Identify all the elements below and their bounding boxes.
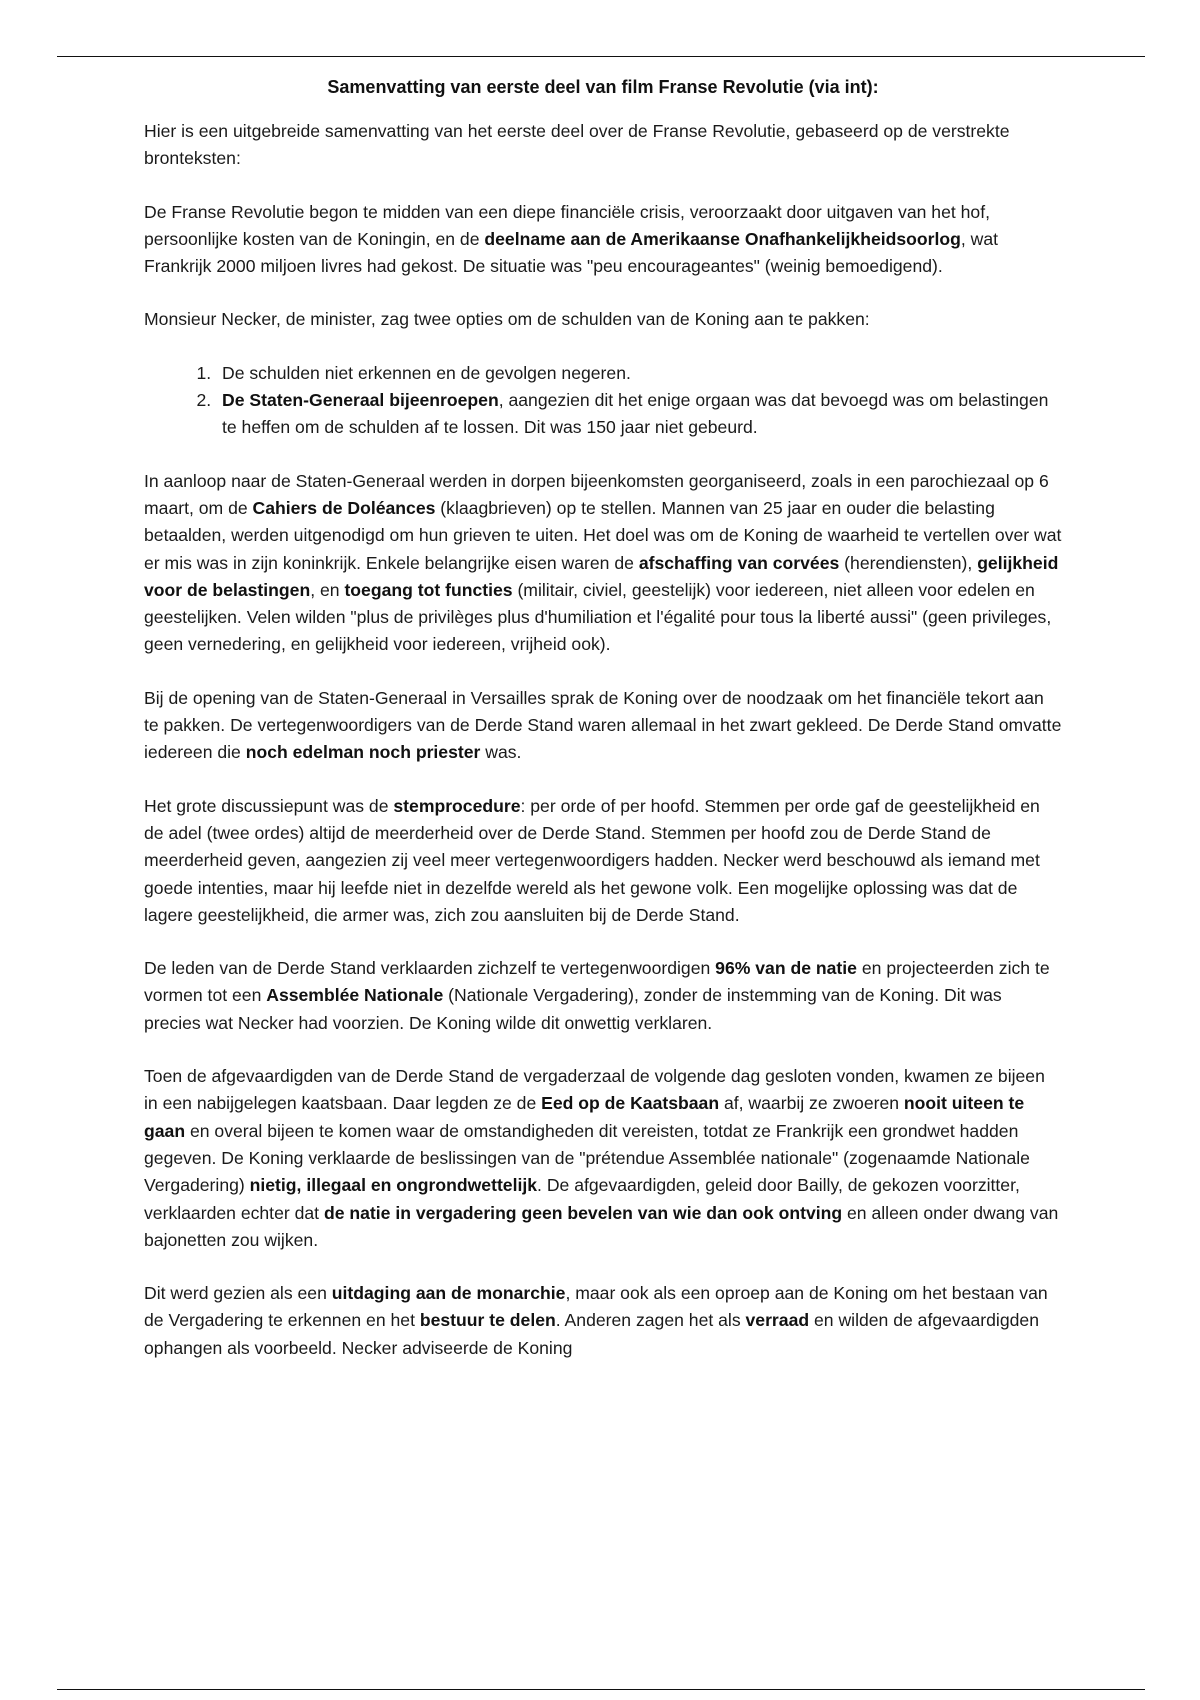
intro-paragraph: Hier is een uitgebreide samenvatting van het eerste deel over de Franse Revolutie, gebaseerd op de verstrekte bronteksten: (144, 121, 1010, 169)
paragraph-financial-crisis: De Franse Revolutie begon te midden van een diepe financiële crisis, veroorzaakt door uitgaven van het hof, persoonlijke kosten van de Koningin, en de deelname aan de Amerikaanse Onafhankelijkheidsoorlog, wat Frankrijk 2000 miljoen livres had gekost. De situatie was "peu encourageantes" (weinig bemoedigend). (144, 201, 999, 277)
paragraph-cahiers: In aanloop naar de Staten-Generaal werden in dorpen bijeenkomsten georganiseerd, zoals in een parochiezaal op 6 maart, om de Cahiers de Doléances (klaagbrieven) op te stellen. Mannen van 25 jaar en ouder die belasting betaalden, werden uitgenodigd om hun grieven te uiten. Het doel was om de Koning de waarheid te vertellen over wat er mis was in zijn koninkrijk. Enkele belangrijke eisen waren de afschaffing van corvées (herendiensten), gelijkheid voor de belastingen, en toegang tot functies (militair, civiel, geestelijk) voor iedereen, niet alleen voor edelen en geestelijken. Velen wilden "plus de privilèges plus d'humiliation et l'égalité pour tous la liberté aussi" (geen privileges, geen vernedering, en gelijkheid voor iedereen, vrijheid ook). (144, 470, 1062, 655)
bottom-rule (57, 1689, 1145, 1690)
paragraph-opening-versailles: Bij de opening van de Staten-Generaal in Versailles sprak de Koning over de noodzaak om het financiële tekort aan te pakken. De vertegenwoordigers van de Derde Stand waren allemaal in het zwart gekleed. De Derde Stand omvatte iedereen die noch edelman noch priester was. (144, 687, 1062, 763)
paragraph-tennis-court-oath: Toen de afgevaardigden van de Derde Stand de vergaderzaal de volgende dag gesloten vonden, kwamen ze bijeen in een nabijgelegen kaatsbaan. Daar legden ze de Eed op de Kaatsbaan af, waarbij ze zwoeren nooit uiteen te gaan en overal bijeen te komen waar de omstandigheden dit vereisten, totdat ze Frankrijk een grondwet hadden gegeven. De Koning verklaarde de beslissingen van de "prétendue Assemblée nationale" (zogenaamde Nationale Vergadering) nietig, illegaal en ongrondwettelijk. De afgevaardigden, geleid door Bailly, de gekozen voorzitter, verklaarden echter dat de natie in vergadering geen bevelen van wie dan ook ontving en alleen onder dwang van bajonetten zou wijken. (144, 1066, 1059, 1250)
document-title: Samenvatting van eerste deel van film Franse Revolutie (via int): (327, 77, 879, 97)
list-item: 1. De schulden niet erkennen en de gevolgen negeren. (216, 360, 1062, 387)
paragraph-monarchy-challenge: Dit werd gezien als een uitdaging aan de monarchie, maar ook als een oproep aan de Koning om het bestaan van de Vergadering te erkennen en het bestuur te delen. Anderen zagen het als verraad en wilden de afgevaardigden ophangen als voorbeeld. Necker adviseerde de Koning (144, 1283, 1048, 1358)
list-item: 2. De Staten-Generaal bijeenroepen, aangezien dit het enige orgaan was dat bevoegd was om belastingen te heffen om de schulden af te lossen. Dit was 150 jaar niet gebeurd. (216, 387, 1062, 442)
paragraph-voting-procedure: Het grote discussiepunt was de stemprocedure: per orde of per hoofd. Stemmen per orde gaf de geestelijkheid en de adel (twee ordes) altijd de meerderheid over de Derde Stand. Stemmen per hoofd zou de Derde Stand de meerderheid geven, aangezien zij veel meer vertegenwoordigers hadden. Necker werd beschouwd als iemand met goede intenties, maar hij leefde niet in dezelfde wereld als het gewone volk. Een mogelijke oplossing was dat de lagere geestelijkheid, die armer was, zich zou aansluiten bij de Derde Stand. (144, 795, 1040, 925)
options-list (144, 360, 1062, 442)
top-rule (57, 56, 1145, 57)
paragraph-assemblee-nationale: De leden van de Derde Stand verklaarden zichzelf te vertegenwoordigen 96% van de natie en projecteerden zich te vormen tot een Assemblée Nationale (Nationale Vergadering), zonder de instemming van de Koning. Dit was precies wat Necker had voorzien. De Koning wilde dit onwettig verklaren. (144, 958, 1050, 1033)
paragraph-necker-options: Monsieur Necker, de minister, zag twee opties om de schulden van de Koning aan te pakken: (144, 309, 870, 330)
document-body (144, 74, 1062, 1388)
